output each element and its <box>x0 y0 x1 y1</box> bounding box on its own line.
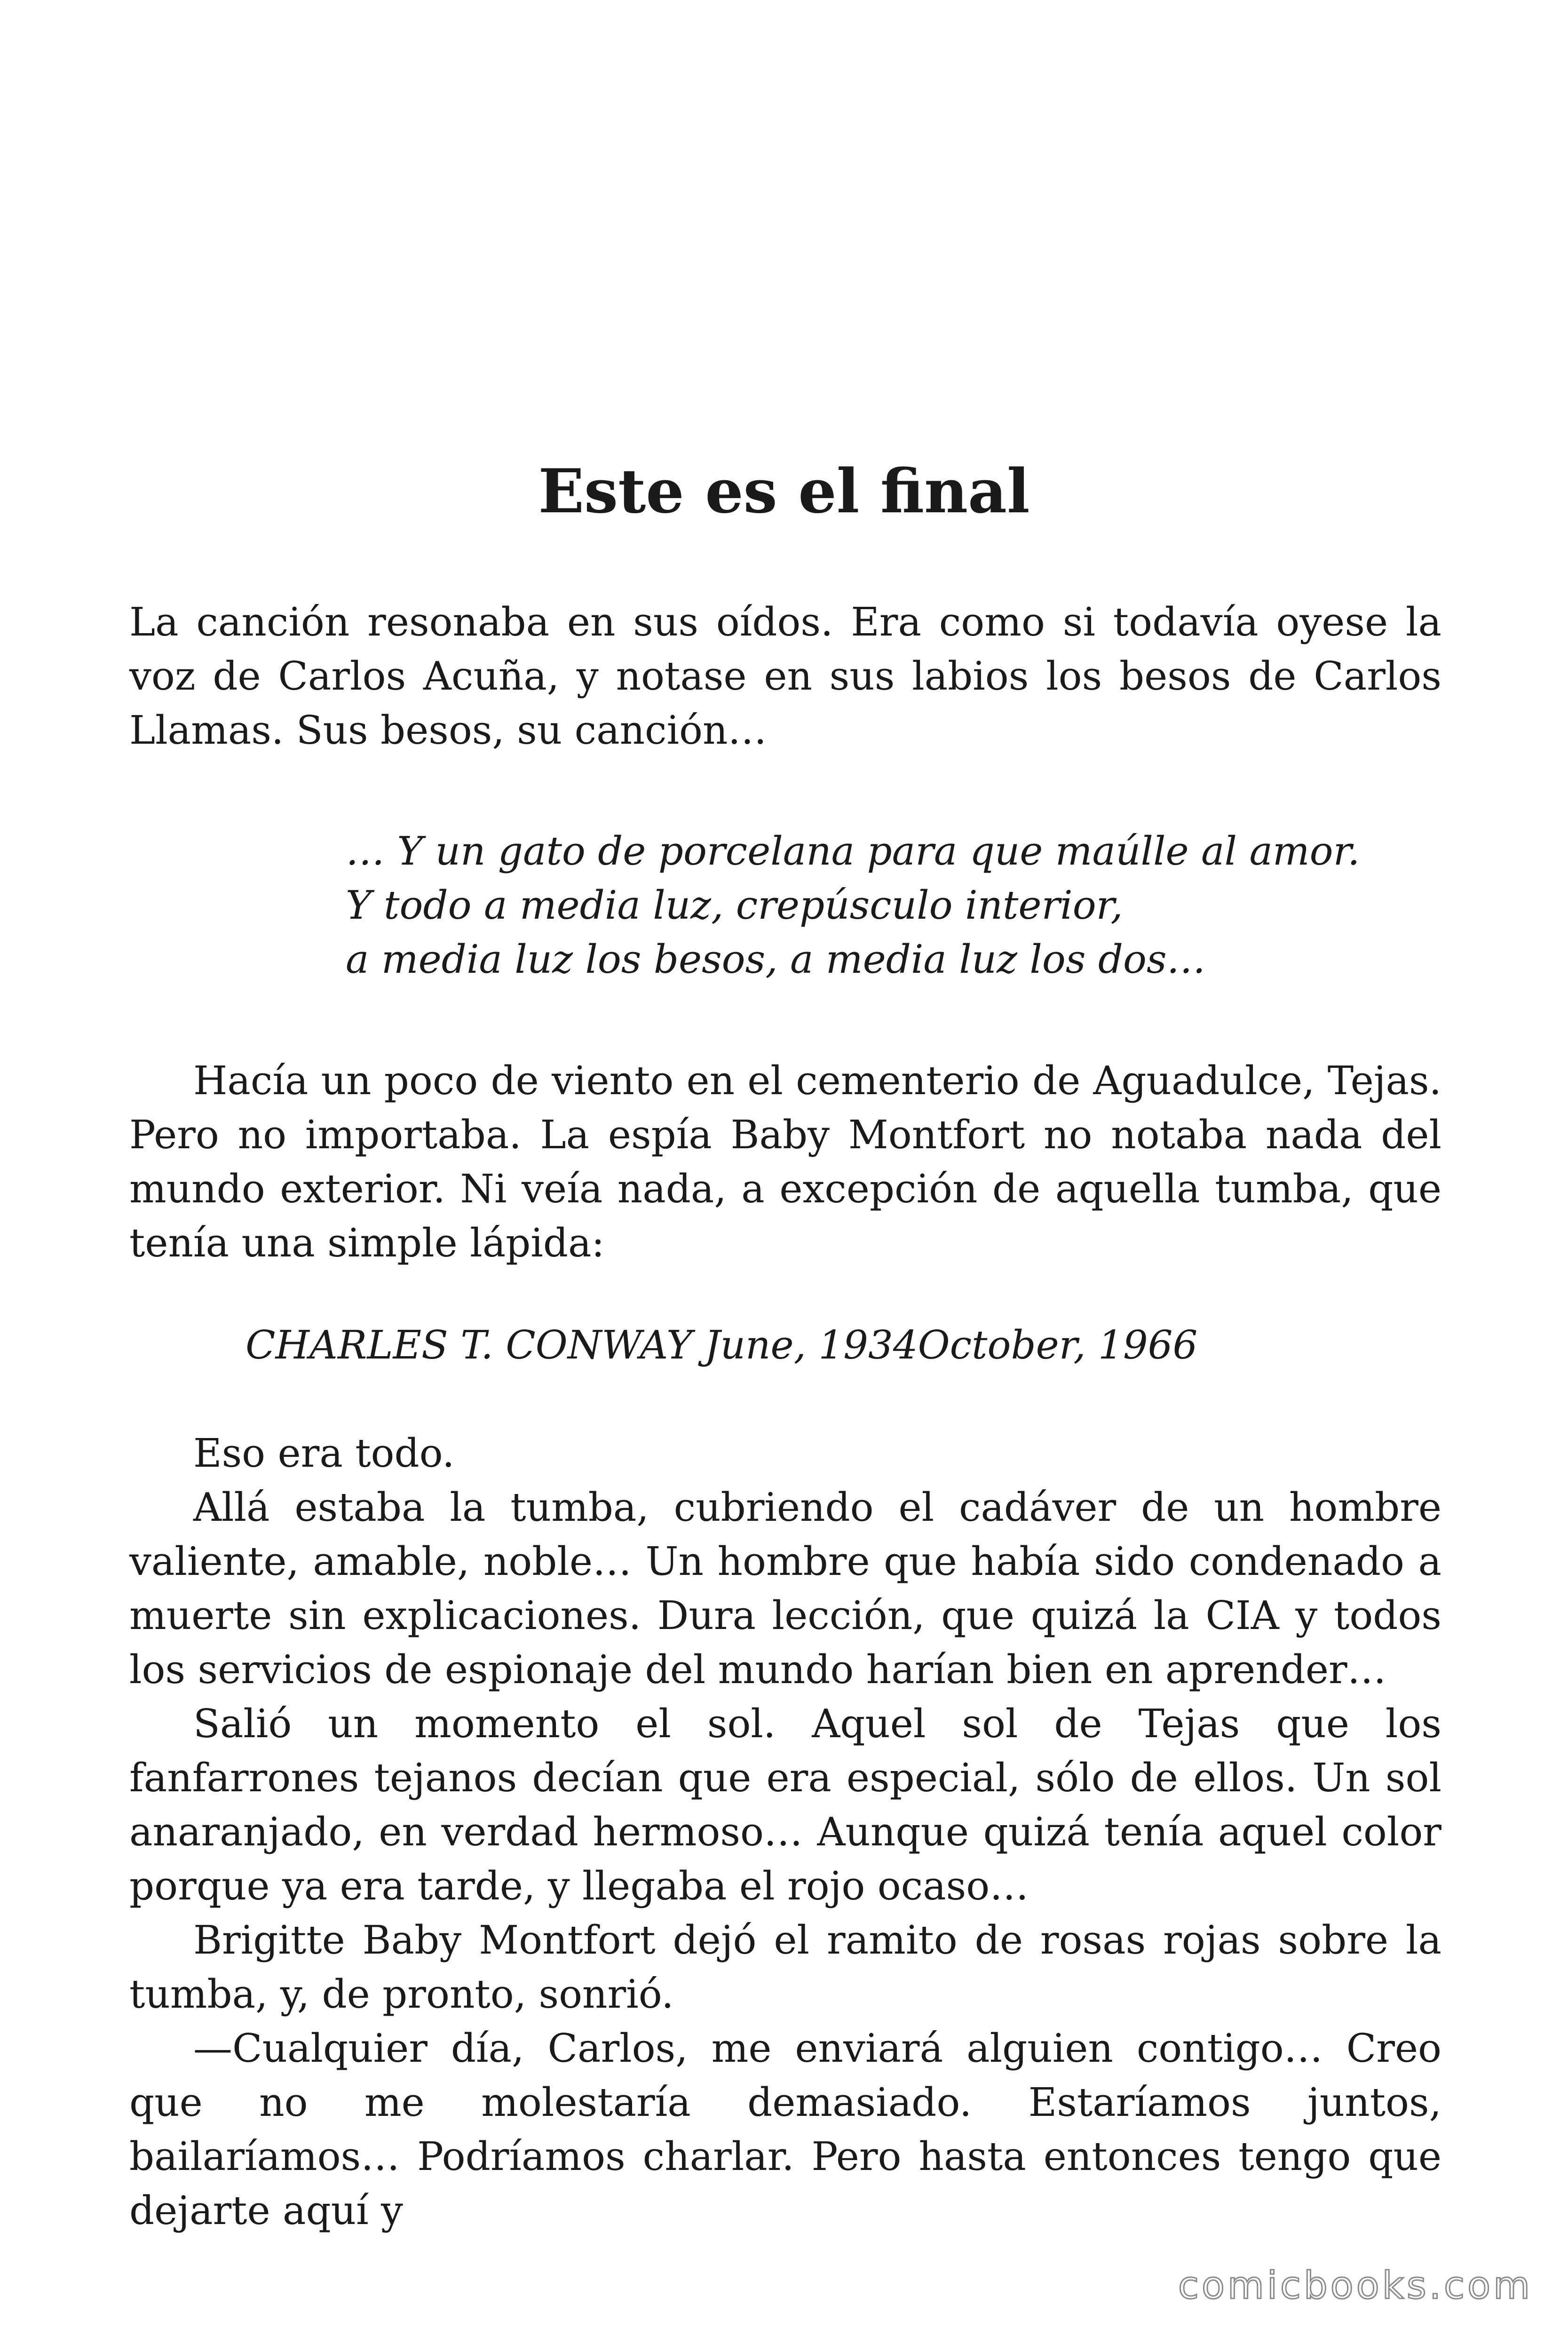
cemetery-paragraph-block <box>129 1054 1441 1270</box>
song-verse <box>346 824 1360 986</box>
verse-line: Y todo a media luz, crepúsculo interior, <box>346 882 1123 928</box>
chapter-title: Este es el final <box>538 456 1030 527</box>
paragraph: Eso era todo. <box>193 1430 455 1476</box>
intro-paragraph: La canción resonaba en sus oídos. Era como si todavía oyese la voz de Carlos Acuña, y notase en sus labios los besos de Carlos Llamas. Sus besos, su canción… <box>129 599 1441 753</box>
paragraph: Salió un momento el sol. Aquel sol de Tejas que los fanfarrones tejanos decían que era especial, sólo de ellos. Un sol anaranjado, en verdad hermoso… Aunque quizá tenía aquel color porque ya era tarde, y llegaba el rojo ocaso… <box>129 1701 1441 1909</box>
cemetery-paragraph: Hacía un poco de viento en el cementerio de Aguadulce, Tejas. Pero no importaba. La espía Baby Montfort no notaba nada del mundo exterior. Ni veía nada, a excepción de aquella tumba, que tenía una simple lápida: <box>129 1058 1441 1266</box>
intro-paragraph-block <box>129 595 1441 757</box>
paragraph: Brigitte Baby Montfort dejó el ramito de rosas rojas sobre la tumba, y, de pronto, sonrió. <box>129 1917 1441 2017</box>
tombstone-epitaph: CHARLES T. CONWAY June, 1934October, 1966 <box>245 1322 1198 1368</box>
verse-line: … Y un gato de porcelana para que maúlle al amor. <box>346 828 1360 874</box>
site-watermark: comicbooks.com <box>1178 2264 1533 2307</box>
dialogue-paragraph: —Cualquier día, Carlos, me enviará alguien contigo… Creo que no me molestaría demasiado. Estaríamos juntos, bailaríamos… Podríamos charlar. Pero hasta entonces tengo que dejarte aquí y <box>129 2026 1441 2233</box>
verse-line: a media luz los besos, a media luz los dos… <box>346 937 1206 982</box>
paragraph: Allá estaba la tumba, cubriendo el cadáver de un hombre valiente, amable, noble… Un hombre que había sido condenado a muerte sin explicaciones. Dura lección, que quizá la CIA y todos los servicios de espionaje del mundo harían bien en aprender… <box>129 1485 1441 1692</box>
closing-paragraphs-block <box>129 1426 1441 2238</box>
